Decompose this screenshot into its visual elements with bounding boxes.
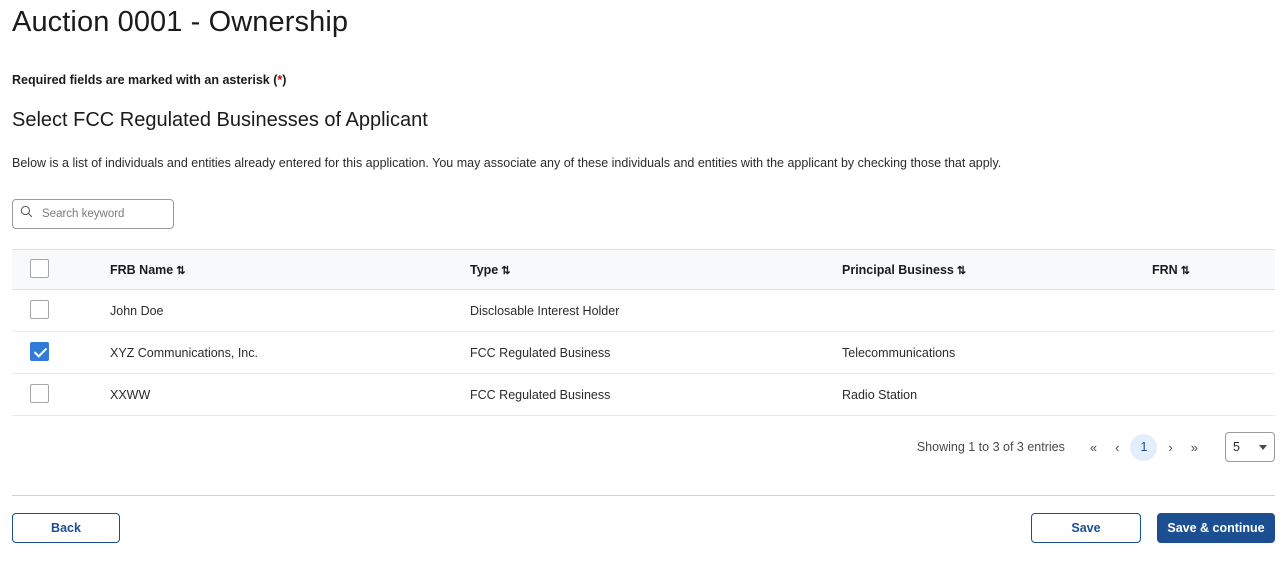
back-button[interactable]: Back xyxy=(12,513,120,543)
search-box[interactable] xyxy=(12,199,174,229)
required-fields-note xyxy=(12,73,1275,87)
page-size-select[interactable] xyxy=(1225,432,1275,462)
cell-frn xyxy=(1152,332,1275,374)
column-principal-business[interactable] xyxy=(842,250,1152,290)
search-icon xyxy=(20,205,33,223)
cell-frb-name: XYZ Communications, Inc. xyxy=(110,332,470,374)
sort-icon[interactable]: ⇅ xyxy=(176,264,185,277)
pagination-next-button[interactable]: › xyxy=(1168,439,1173,455)
cell-type: FCC Regulated Business xyxy=(470,332,842,374)
cell-type: Disclosable Interest Holder xyxy=(470,290,842,332)
footer-divider xyxy=(12,495,1275,496)
section-title: Select FCC Regulated Businesses of Applicant xyxy=(12,109,428,131)
required-asterisk: * xyxy=(277,73,283,87)
save-button[interactable]: Save xyxy=(1031,513,1141,543)
cell-principal-business xyxy=(842,290,1152,332)
sort-icon[interactable]: ⇅ xyxy=(956,264,966,277)
page-title: Auction 0001 - Ownership xyxy=(12,6,349,38)
column-select-all xyxy=(12,250,110,290)
column-type-label: Type xyxy=(470,262,499,277)
cell-frb-name: John Doe xyxy=(110,290,470,332)
column-principal-business-label: Principal Business xyxy=(842,262,954,277)
frb-table xyxy=(12,249,1275,416)
select-all-checkbox[interactable] xyxy=(30,259,49,278)
sort-icon[interactable]: ⇅ xyxy=(501,264,510,277)
row-select-cell xyxy=(12,374,110,416)
required-note-text-end: ) xyxy=(282,73,287,87)
row-select-cell xyxy=(12,332,110,374)
row-checkbox[interactable] xyxy=(30,300,49,319)
cell-frn xyxy=(1152,290,1275,332)
section-description: Below is a list of individuals and entities already entered for this application. You may associate any of these individuals and entities with the applicant by checking those that apply. xyxy=(12,156,1002,170)
footer-actions xyxy=(12,513,1275,543)
table-header-row xyxy=(12,250,1275,290)
pagination-prev-button[interactable]: ‹ xyxy=(1115,439,1120,455)
pagination-showing: Showing 1 to 3 of 3 entries xyxy=(916,440,1065,454)
pagination xyxy=(12,432,1275,462)
row-select-cell xyxy=(12,290,110,332)
pagination-last-button[interactable]: » xyxy=(1190,439,1198,455)
cell-frn xyxy=(1152,374,1275,416)
pagination-page-1[interactable]: 1 xyxy=(1130,434,1157,461)
column-frb-name[interactable] xyxy=(110,250,470,290)
column-frn[interactable] xyxy=(1152,250,1275,290)
cell-principal-business: Telecommunications xyxy=(842,332,1152,374)
table-row[interactable] xyxy=(12,374,1275,416)
footer-right-group xyxy=(1031,513,1275,543)
required-note-text: Required fields are marked with an asterisk ( xyxy=(12,73,278,87)
column-type[interactable] xyxy=(470,250,842,290)
column-frb-name-label: FRB Name xyxy=(110,262,174,277)
sort-icon[interactable]: ⇅ xyxy=(1180,264,1189,277)
page-size-value: 5 xyxy=(1233,440,1240,454)
chevron-down-icon xyxy=(1259,445,1267,450)
save-and-continue-button[interactable]: Save & continue xyxy=(1157,513,1275,543)
column-frn-label: FRN xyxy=(1152,262,1178,277)
cell-frb-name: XXWW xyxy=(110,374,470,416)
cell-type: FCC Regulated Business xyxy=(470,374,842,416)
cell-principal-business: Radio Station xyxy=(842,374,1152,416)
row-checkbox[interactable] xyxy=(30,342,49,361)
table-row[interactable] xyxy=(12,332,1275,374)
pagination-first-button[interactable]: « xyxy=(1089,439,1098,455)
search-input[interactable] xyxy=(40,207,160,221)
row-checkbox[interactable] xyxy=(30,384,49,403)
table-row[interactable] xyxy=(12,290,1275,332)
